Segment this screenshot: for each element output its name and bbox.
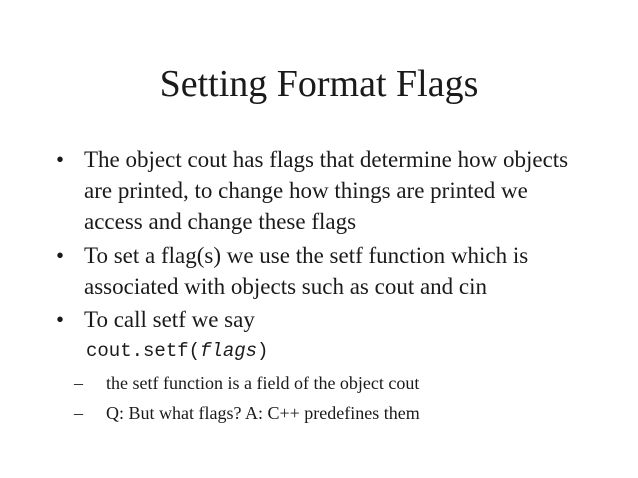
sub-bullet-marker: – [74,373,83,393]
bullet-text: The object cout has flags that determine how objects are printed, to change how things are printed we access and change these flags [84,147,569,234]
bullet-marker: • [56,243,65,268]
code-suffix: ) [257,340,269,362]
bullet-text: To set a flag(s) we use the setf function which is associated with objects such as cout and cin [84,243,529,299]
bullet-text: To call setf we say [84,307,255,332]
code-prefix: cout.setf( [86,340,201,362]
sub-bullet-text: Q: But what flags? A: C++ predefines them [106,403,420,423]
sub-bullet-item [74,401,574,425]
sub-bullet-text: the setf function is a field of the object cout [106,373,420,393]
sub-bullet-item [74,371,574,395]
bullet-item [56,144,576,237]
slide-title: Setting Format Flags [159,63,479,105]
bullet-marker: • [56,147,65,172]
sub-bullet-marker: – [74,403,83,423]
code-snippet [86,338,268,364]
code-argument: flags [200,340,258,362]
bullet-item [56,240,576,302]
bullet-marker: • [56,307,65,332]
bullet-item [56,304,576,335]
